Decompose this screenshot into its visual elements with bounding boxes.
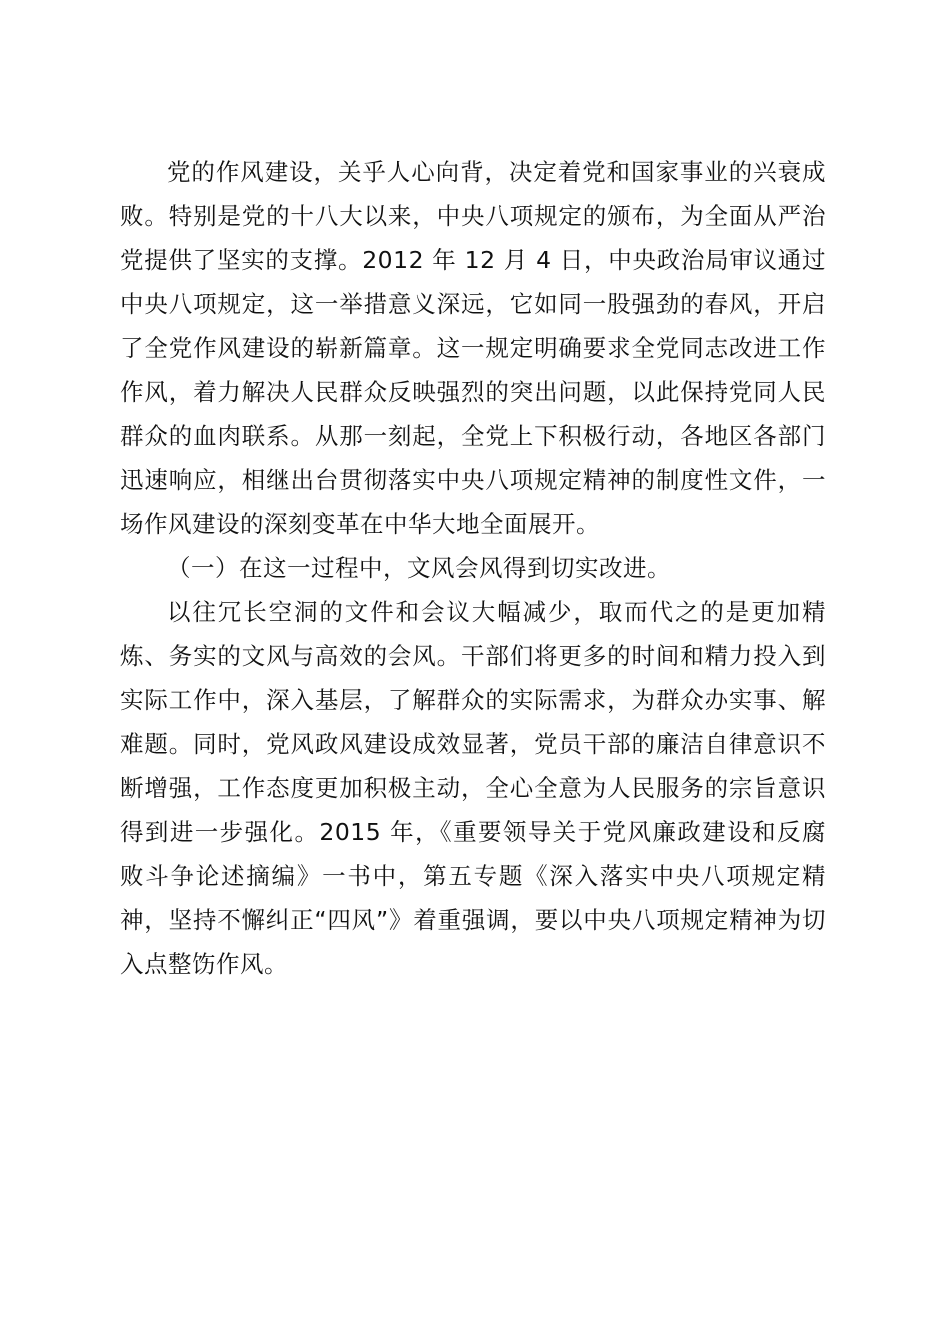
document-body bbox=[120, 150, 826, 986]
section-heading: （一）在这一过程中，文风会风得到切实改进。 bbox=[167, 554, 671, 582]
paragraph-section-body: 以往冗长空洞的文件和会议大幅减少，取而代之的是更加精炼、务实的文风与高效的会风。干部们将更多的时间和精力投入到实际工作中，深入基层，了解群众的实际需求，为群众办实事、解难题。同时，党风政风建设成效显著，党员干部的廉洁自律意识不断增强，工作态度更加积极主动，全心全意为人民服务的宗旨意识得到进一步强化。2015 年，《重要领导关于党风廉政建设和反腐败斗争论述摘编》一书中，第五专题《深入落实中央八项规定精神，坚持不懈纠正“四风”》着重强调，要以中央八项规定精神为切入点整饬作风。 bbox=[120, 598, 826, 978]
paragraph-intro: 党的作风建设，关乎人心向背，决定着党和国家事业的兴衰成败。特别是党的十八大以来，中央八项规定的颁布，为全面从严治党提供了坚实的支撑。2012 年 12 月 4 日，中央政治局审议通过中央八项规定，这一举措意义深远，它如同一股强劲的春风，开启了全党作风建设的崭新篇章。这一规定明确要求全党同志改进工作作风，着力解决人民群众反映强烈的突出问题，以此保持党同人民群众的血肉联系。从那一刻起，全党上下积极行动，各地区各部门迅速响应，相继出台贯彻落实中央八项规定精神的制度性文件，一场作风建设的深刻变革在中华大地全面展开。 bbox=[120, 158, 826, 538]
